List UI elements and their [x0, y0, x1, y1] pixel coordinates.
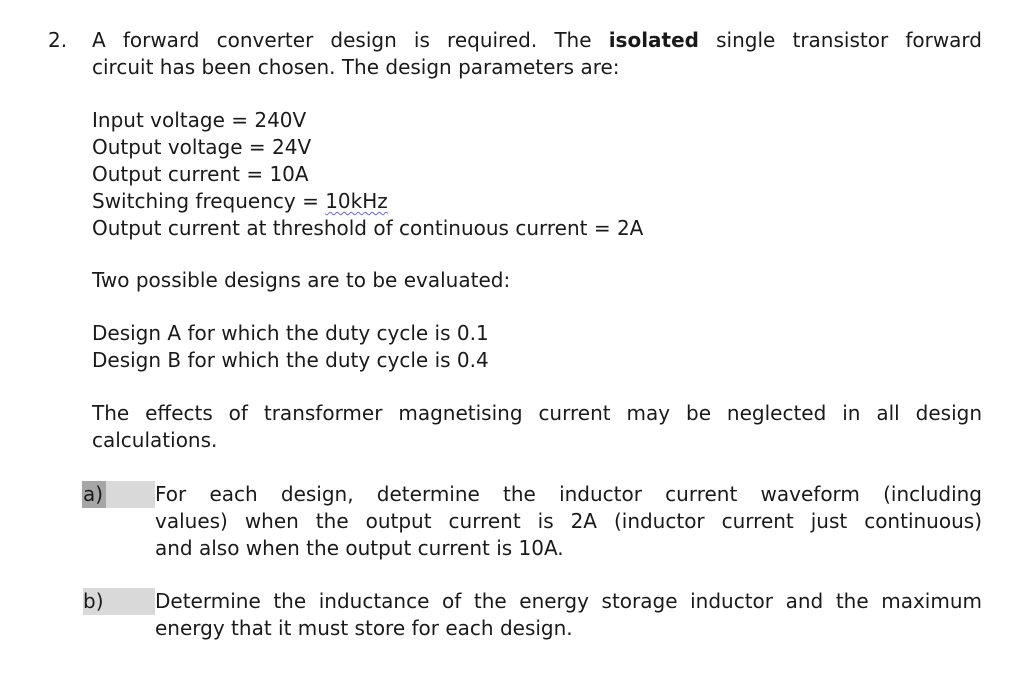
switching-frequency-value: 10kHz	[325, 189, 388, 213]
designs-heading: Two possible designs are to be evaluated:	[92, 268, 511, 292]
intro-line-1-end: single transistor forward	[698, 28, 982, 52]
part-b-line-2: energy that it must store for each design.	[155, 616, 573, 640]
part-a-line-3: and also when the output current is 10A.	[155, 536, 564, 560]
part-b-text	[155, 588, 982, 642]
question-intro	[92, 27, 982, 81]
part-a-label	[82, 481, 155, 508]
magnetising-current-note	[92, 400, 982, 454]
param-output-voltage: Output voltage = 24V	[92, 135, 312, 159]
part-b-label	[82, 588, 155, 615]
switching-frequency-label: Switching frequency =	[92, 189, 326, 213]
intro-bold-isolated: isolated	[608, 28, 699, 52]
param-threshold-current: Output current at threshold of continuous current = 2A	[92, 216, 644, 240]
intro-line-1-start: A forward converter design is required. The	[92, 28, 609, 52]
note-line-1: The effects of transformer magnetising current may be neglected in all design	[92, 401, 982, 425]
intro-line-1	[92, 27, 982, 54]
part-a-label-text: a)	[83, 482, 104, 506]
note-line-2: calculations.	[92, 428, 218, 452]
param-switching-frequency	[92, 188, 643, 215]
question-number: 2.	[48, 28, 68, 52]
part-b-line-1: Determine the inductance of the energy storage inductor and the maximum	[155, 589, 982, 613]
design-options	[92, 320, 489, 374]
part-b-label-text: b)	[83, 589, 104, 613]
intro-line-2: circuit has been chosen. The design parameters are:	[92, 55, 620, 79]
part-a-text	[155, 481, 982, 562]
design-parameters	[92, 107, 643, 242]
part-a-line-1: For each design, determine the inductor current waveform (including	[155, 482, 982, 506]
design-b: Design B for which the duty cycle is 0.4	[92, 348, 489, 372]
part-a-line-2: values) when the output current is 2A (inductor current just continuous)	[155, 509, 982, 533]
param-input-voltage: Input voltage = 240V	[92, 108, 307, 132]
param-output-current: Output current = 10A	[92, 162, 309, 186]
design-a: Design A for which the duty cycle is 0.1	[92, 321, 489, 345]
